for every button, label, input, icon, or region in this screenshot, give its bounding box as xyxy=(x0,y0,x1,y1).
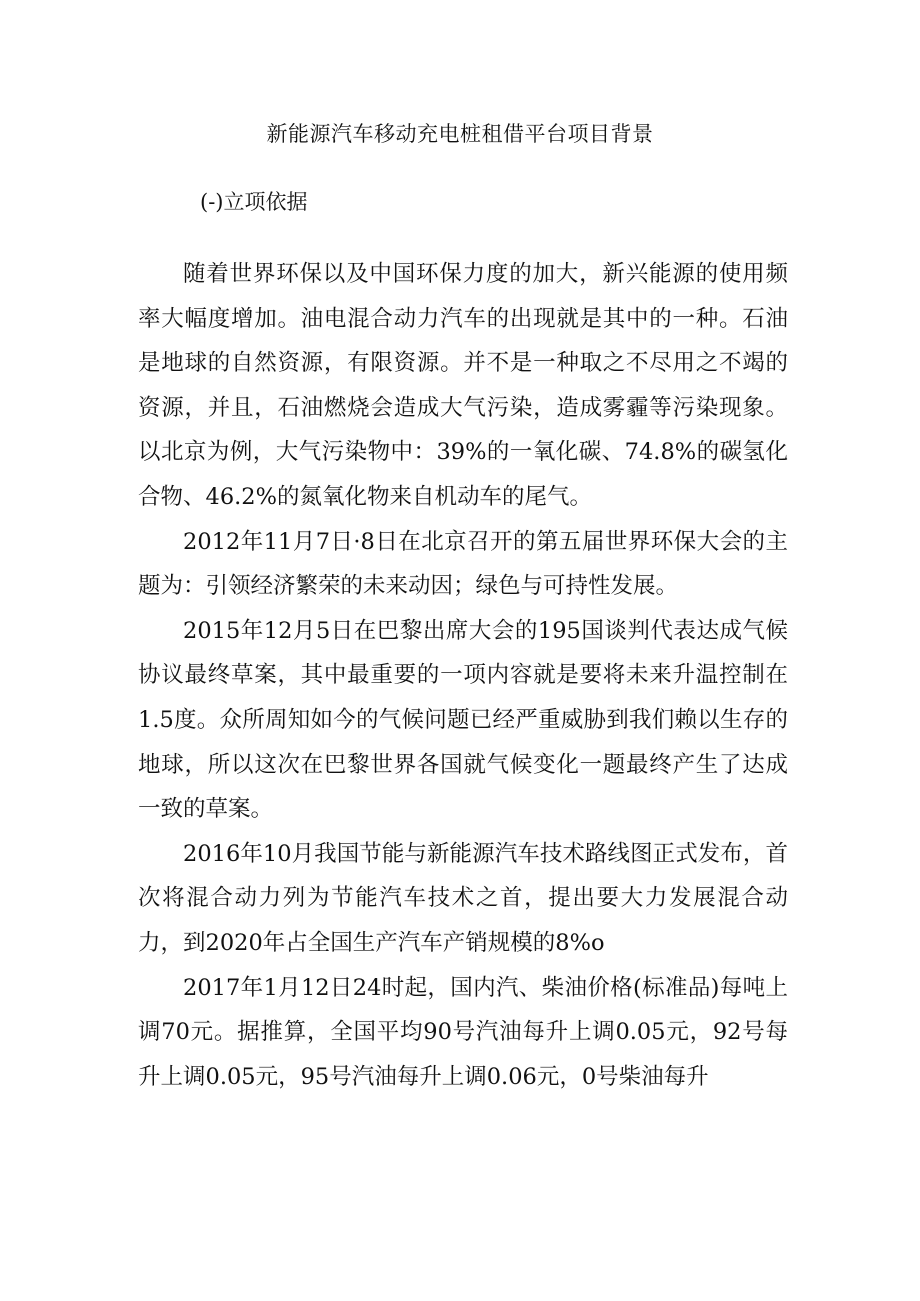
paragraph-2017-fuel-price: 2017年1月12日24时起，国内汽、柴油价格(标准品)每吨上调70元。据推算，全国平均90号汽油每升上调0.05元，92号每升上调0.05元，95号汽油每升上调0.06元，0号柴油每升 xyxy=(138,974,788,1090)
paragraph-2016-roadmap: 2016年10月我国节能与新能源汽车技术路线图正式发布，首次将混合动力列为节能汽车技术之首，提出要大力发展混合动力，到2020年占全国生产汽车产销规模的8%o xyxy=(138,840,788,956)
body-text xyxy=(138,252,788,1099)
paragraph-2015-paris: 2015年12月5日在巴黎出席大会的195国谈判代表达成气候协议最终草案，其中最重要的一项内容就是要将未来升温控制在1.5度。众所周知如今的气候问题已经严重威胁到我们赖以生存的地球，所以这次在巴黎世界各国就气候变化一题最终产生了达成一致的草案。 xyxy=(138,617,788,823)
document-title: 新能源汽车移动充电桩租借平台项目背景 xyxy=(266,122,654,146)
paragraph-2012-congress: 2012年11月7日·8日在北京召开的第五届世界环保大会的主题为：引领经济繁荣的未来动因；绿色与可持性发展。 xyxy=(138,528,788,600)
paragraph-environment: 随着世界环保以及中国环保力度的加大，新兴能源的使用频率大幅度增加。油电混合动力汽车的出现就是其中的一种。石油是地球的自然资源，有限资源。并不是一种取之不尽用之不竭的资源，并且，石油燃烧会造成大气污染，造成雾霾等污染现象。以北京为例，大气污染物中：39%的一氧化碳、74.8%的碳氢化合物、46.2%的氮氧化物来自机动车的尾气。 xyxy=(138,261,788,510)
section-heading: (-)立项依据 xyxy=(200,190,308,214)
